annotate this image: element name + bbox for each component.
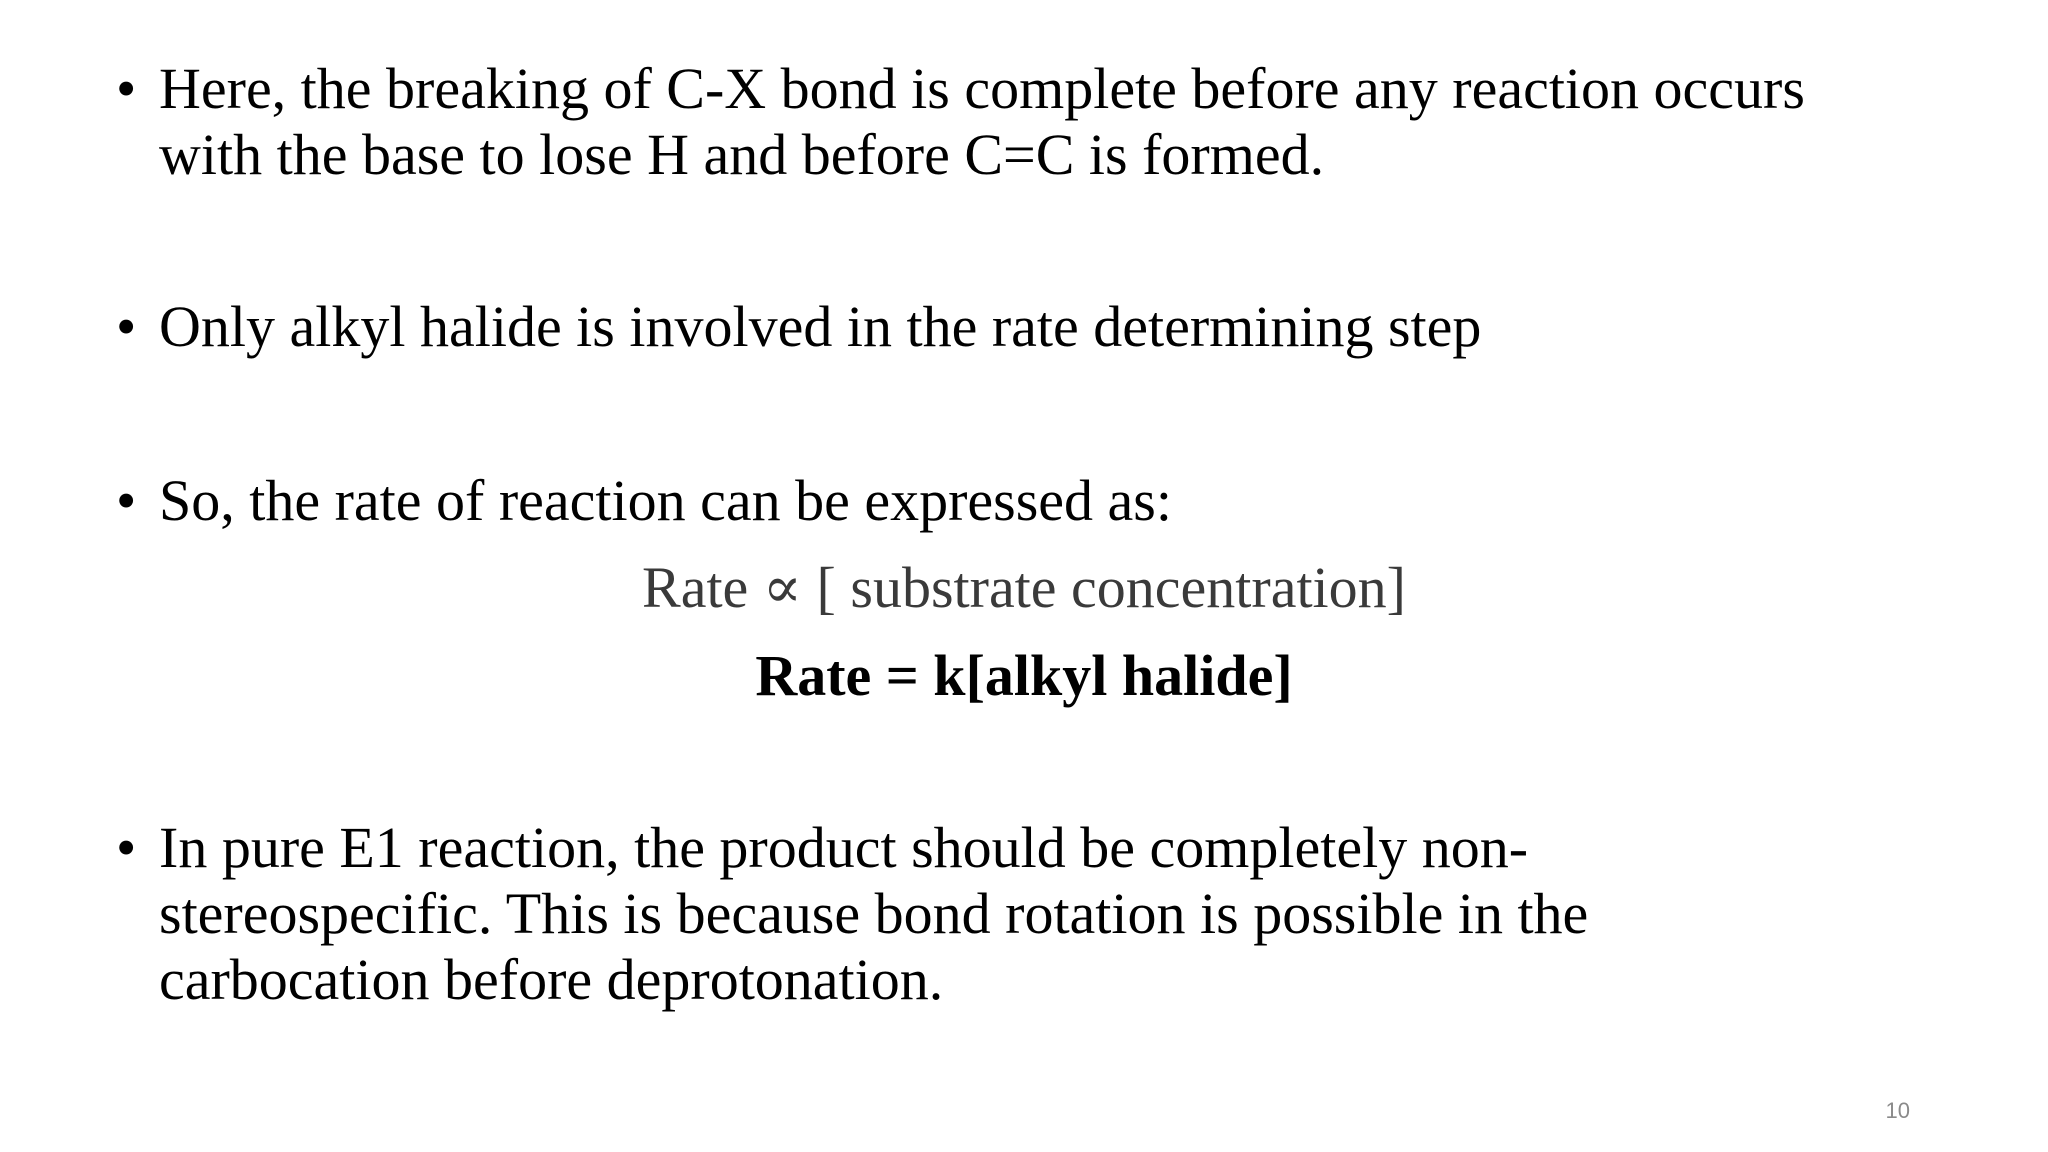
- bullet-marker: •: [116, 56, 137, 121]
- bullet-marker: •: [116, 468, 137, 533]
- bullet-marker: •: [116, 294, 137, 359]
- rate-proportionality-formula: Rate ∝ [ substrate concentration]: [642, 555, 1406, 620]
- bullet-text: In pure E1 reaction, the product should be completely non- stereospecific. This is because bond rotation is possible in the carbocation before deprotonation.: [159, 815, 1589, 1012]
- bullet-marker: •: [116, 815, 137, 880]
- bullet-item: [116, 56, 1936, 188]
- rate-law-formula: Rate = k[alkyl halide]: [755, 643, 1293, 708]
- bullet-item: [116, 815, 1936, 1013]
- bullet-text: Only alkyl halide is involved in the rate determining step: [159, 294, 1482, 359]
- bullet-text: Here, the breaking of C-X bond is complete before any reaction occurs with the base to lose H and before C=C is formed.: [159, 56, 1805, 187]
- bullet-item: [116, 294, 1936, 360]
- bullet-text: So, the rate of reaction can be expressed as:: [159, 468, 1172, 533]
- page-number: 10: [1885, 1098, 1910, 1123]
- bullet-item: [116, 468, 1936, 534]
